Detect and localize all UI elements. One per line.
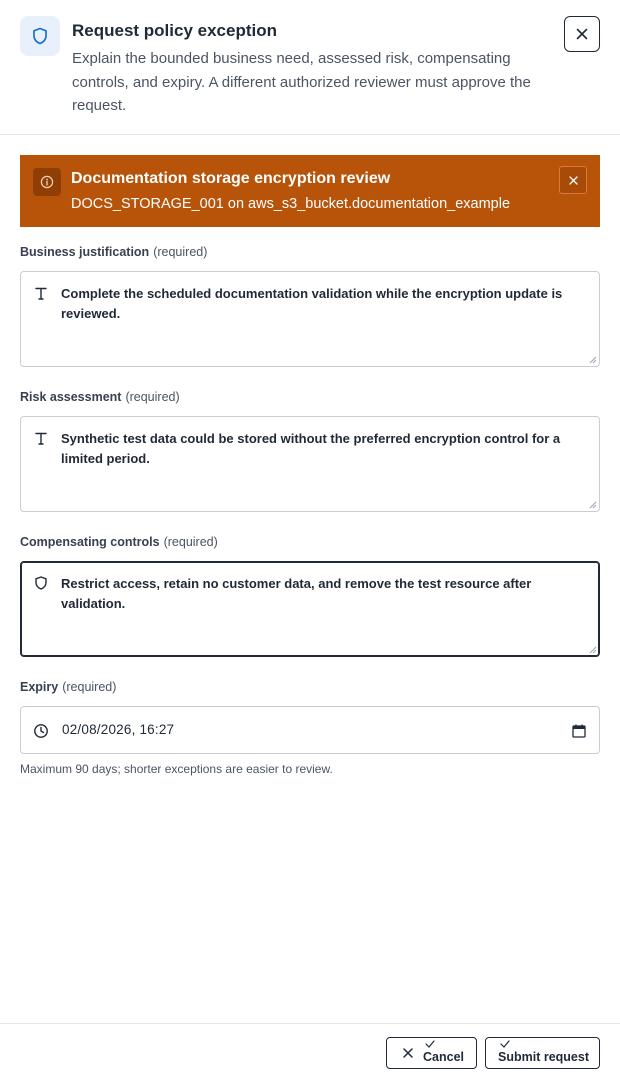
expiry-label: Expiry (required) — [20, 680, 117, 694]
compensating-controls-value: Restrict access, retain no customer data, and remove the test resource after validation. — [61, 576, 532, 611]
alert-title: Documentation storage encryption review — [71, 170, 391, 187]
dismiss-alert-button[interactable] — [559, 166, 587, 194]
cancel-button[interactable] — [386, 1037, 477, 1069]
submit-button-label: Submit request — [498, 1050, 589, 1064]
alert-icon-badge — [33, 168, 61, 196]
cancel-button-label: Cancel — [423, 1050, 464, 1064]
expiry-value: 02/08/2026, 16:27 — [62, 722, 175, 737]
dialog-header — [0, 0, 620, 135]
text-icon — [34, 286, 48, 300]
expiry-datetime-input[interactable] — [20, 706, 600, 754]
alert-subtitle: DOCS_STORAGE_001 on aws_s3_bucket.documentation_example — [71, 196, 511, 212]
text-icon — [34, 431, 48, 445]
risk-assessment-textarea[interactable] — [20, 416, 600, 512]
shield-icon — [32, 27, 48, 45]
compensating-controls-textarea[interactable] — [20, 561, 600, 657]
business-justification-value: Complete the scheduled documentation validation while the encryption update is reviewed. — [61, 286, 563, 321]
resize-grip-icon[interactable] — [589, 501, 597, 509]
dialog-footer — [0, 1023, 620, 1080]
shield-icon — [34, 576, 48, 590]
business-justification-label: Business justification (required) — [20, 245, 208, 259]
close-dialog-button[interactable] — [564, 16, 600, 52]
submit-request-button[interactable] — [485, 1037, 600, 1069]
check-icon — [425, 1040, 435, 1048]
resize-grip-icon[interactable] — [589, 356, 597, 364]
check-icon — [500, 1040, 510, 1048]
calendar-icon[interactable] — [572, 724, 586, 738]
resize-grip-icon[interactable] — [589, 646, 597, 654]
risk-assessment-value: Synthetic test data could be stored without the preferred encryption control for a limited period. — [61, 431, 561, 466]
compensating-controls-label: Compensating controls (required) — [20, 535, 218, 549]
risk-assessment-label: Risk assessment (required) — [20, 390, 180, 404]
clock-icon — [33, 723, 49, 739]
expiry-hint: Maximum 90 days; shorter exceptions are easier to review. — [20, 762, 333, 776]
close-icon — [576, 28, 588, 40]
close-icon — [569, 176, 578, 185]
policy-alert-banner — [20, 155, 600, 227]
close-icon — [403, 1048, 413, 1058]
info-icon — [40, 175, 54, 189]
dialog-title: Request policy exception — [72, 21, 277, 40]
header-icon-badge — [20, 16, 60, 56]
dialog-description: Explain the bounded business need, assessed risk, compensating controls, and expiry. A different authorized reviewer must approve the request. — [72, 50, 531, 114]
business-justification-textarea[interactable] — [20, 271, 600, 367]
